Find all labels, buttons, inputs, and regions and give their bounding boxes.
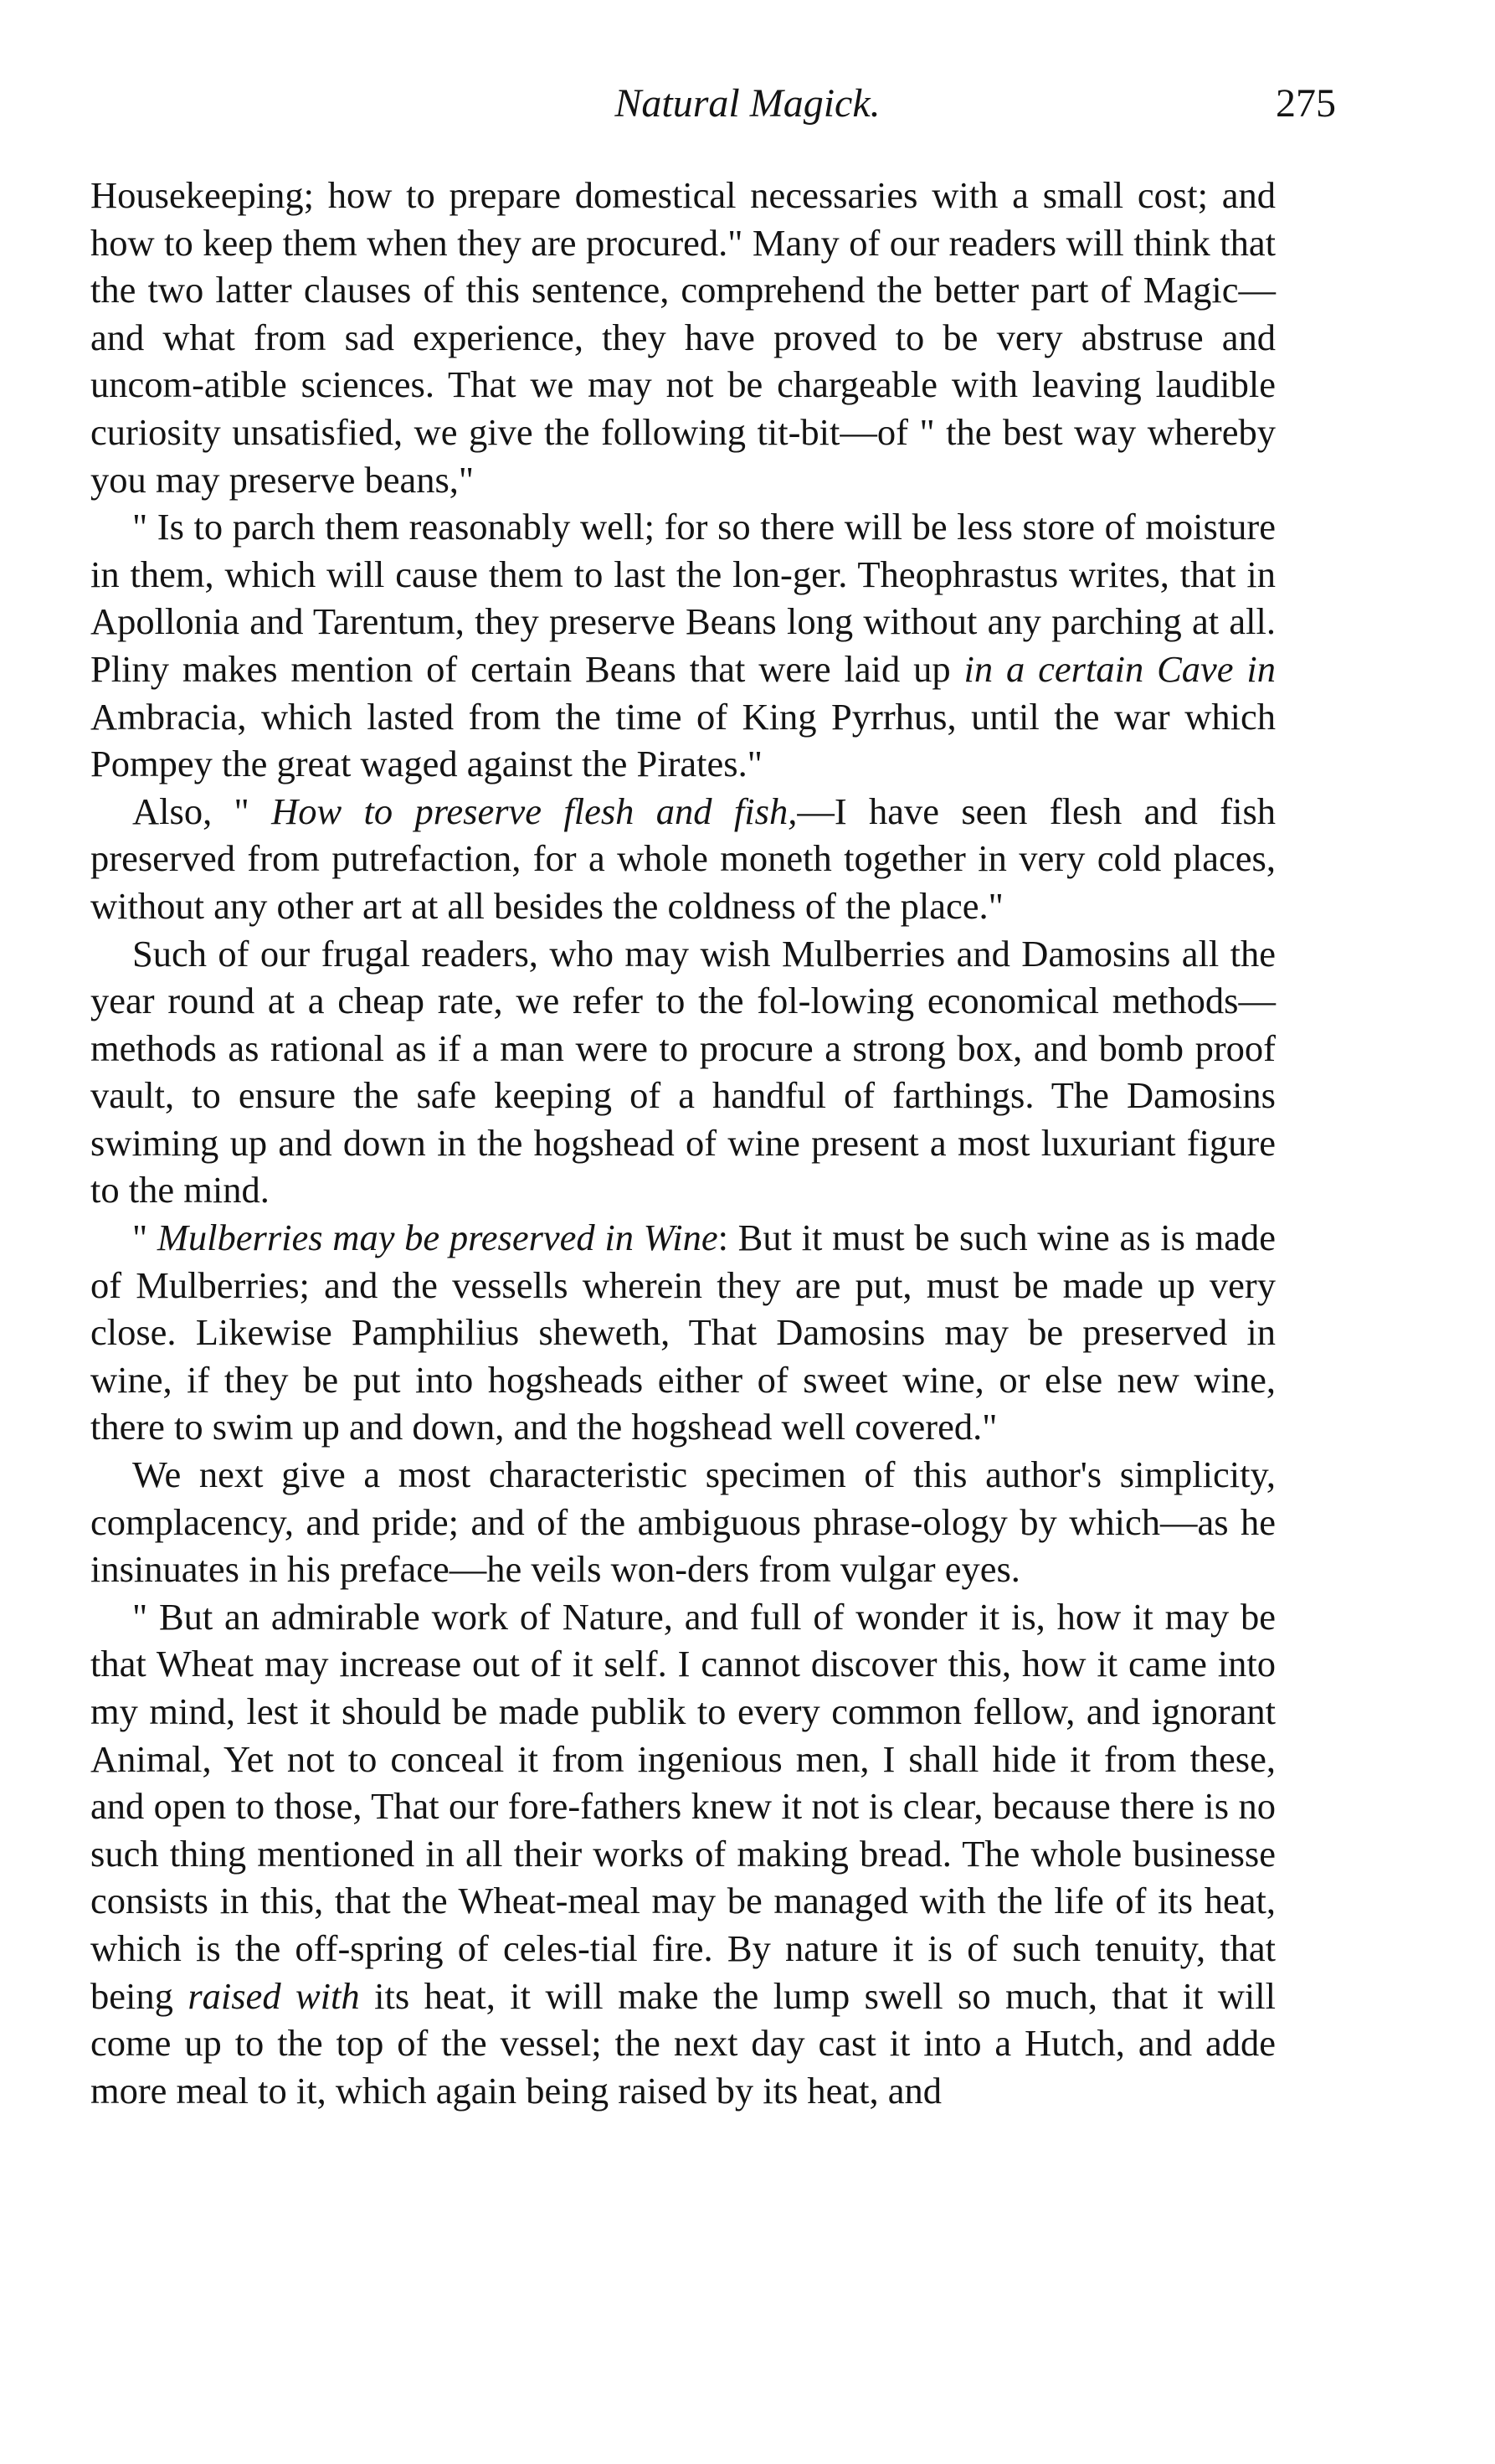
paragraph — [90, 172, 1276, 503]
italic-text: How to preserve flesh and fish, — [271, 790, 798, 832]
italic-text: in a certain Cave in — [963, 647, 1276, 690]
text-run: " — [132, 1217, 157, 1259]
text-run: " Is to parch them reasonably well; for so there will be less store of moisture in them, which will cause them to last the lon-ger. Theophrastus writes, that in Apollonia and Tarentum, they preserve Beans long without any parching at all. Pliny makes mention of certain Beans that were laid up — [90, 506, 1276, 690]
text-run: Such of our frugal readers, who may wish Mulberries and Damosins all the year round at a cheap rate, we refer to the fol-lowing economical methods—methods as rational as if a man were to procure a strong box, and bomb proof vault, to ensure the safe keeping of a handful of farthings. The Damosins swiming up and down in the hogshead of wine present a most luxuriant figure to the mind. — [90, 932, 1276, 1211]
text-run: —I have seen flesh and fish preserved from putrefaction, for a whole moneth together in very cold places, without any other art at all besides the coldness of the place." — [90, 790, 1277, 927]
paragraph — [90, 1214, 1276, 1451]
page-number: 275 — [1276, 81, 1336, 126]
text-run: Ambracia, which lasted from the time of King Pyrrhus, until the war which Pompey the great waged against the Pirates." — [90, 695, 1276, 785]
text-run: Housekeeping; how to prepare domestical necessaries with a small cost; and how to keep them when they are procured." Many of our readers will think that the two latter clauses of this sentence, comprehend the better part of Magic—and what from sad experience, they have proved to be very abstruse and uncom-atible sciences. That we may not be chargeable with leaving laudible curiosity unsatisfied, we give the following tit-bit—of " the best way whereby you may preserve beans," — [90, 174, 1276, 501]
italic-text: Mulberries may be preserved in Wine — [157, 1217, 718, 1259]
body-text — [90, 172, 1276, 2114]
text-run: " But an admirable work of Nature, and full of wonder it is, how it may be that Wheat may increase out of it self. I cannot discover this, how it came into my mind, lest it should be made publik to every common fellow, and ignorant Animal, Yet not to conceal it from ingenious men, I shall hide it from these, and open to those, That our fore-fathers knew it not is clear, because there is no such thing mentioned in all their works of making bread. The whole businesse consists in this, that the Wheat-meal may be managed with the life of its heat, which is the off-spring of celes-tial fire. By nature it is of such tenuity, that being — [90, 1595, 1276, 2017]
paragraph — [90, 1593, 1276, 2115]
italic-text: raised with — [188, 1974, 360, 2017]
paragraph — [90, 788, 1276, 930]
text-run: We next give a most characteristic specimen of this author's simplicity, complacency, and pride; and of the ambiguous phrase-ology by which—as he insinuates in his preface—he veils won-ders from vulgar eyes. — [90, 1453, 1276, 1591]
running-title: Natural Magick. — [614, 81, 881, 126]
paragraph — [90, 1451, 1276, 1593]
paragraph — [90, 930, 1276, 1215]
text-run: : But it must be such wine as is made of Mulberries; and the vessells wherein they are put, must be made up very close. Likewise Pamphilius sheweth, That Damosins may be preserved in wine, if they be put into hogsheads either of sweet wine, or else new wine, there to swim up and down, and the hogshead well covered." — [90, 1217, 1276, 1448]
text-run: Also, " — [132, 790, 272, 832]
paragraph — [90, 503, 1276, 788]
running-head — [0, 80, 1495, 139]
text-run: its heat, it will make the lump swell so much, that it will come up to the top of the vessel; the next day cast it into a Hutch, and adde more meal to it, which again being raised by its heat, and — [90, 1974, 1276, 2112]
